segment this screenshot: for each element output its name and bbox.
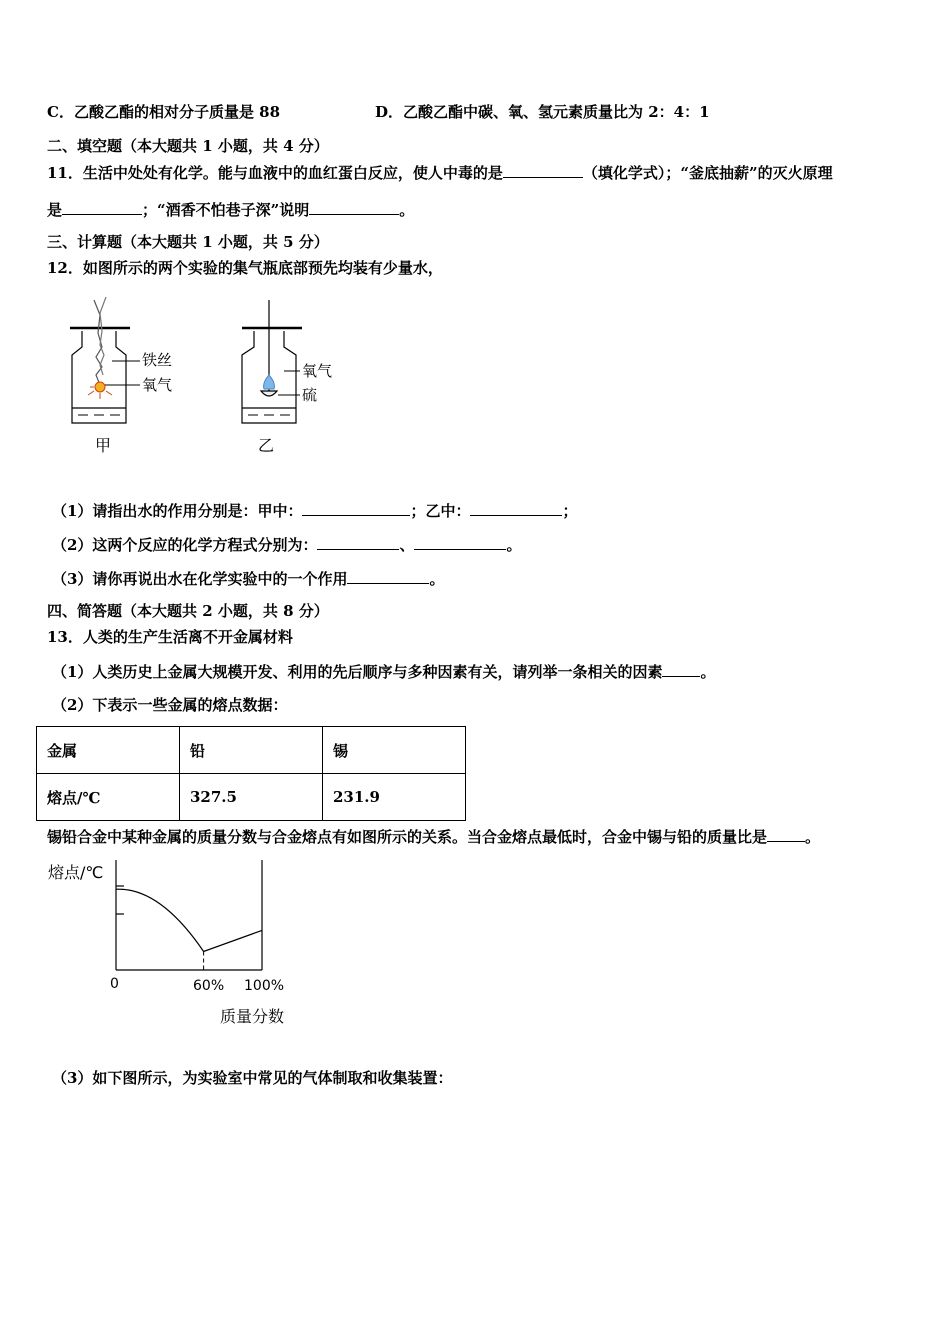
table-row xyxy=(37,727,466,774)
melting-point-table xyxy=(36,726,466,821)
figure-jia-apparatus xyxy=(60,295,200,465)
alloy-blank[interactable] xyxy=(767,826,805,842)
section-3-heading: 三、计算题（本大题共 1 小题，共 5 分） xyxy=(47,233,329,251)
x-tick-label: 0 xyxy=(110,976,119,992)
x-tick-label: 100% xyxy=(244,978,285,994)
table-cell: 熔点/℃ xyxy=(37,774,180,821)
series-line xyxy=(116,889,262,951)
alloy-question xyxy=(47,826,820,847)
q12-part-1 xyxy=(52,500,577,521)
q12-p1-text-b: ；乙中： xyxy=(410,502,471,520)
table-cell: 铅 xyxy=(180,727,323,774)
yi-spoon xyxy=(261,391,277,396)
q12-p2-text-c: 。 xyxy=(506,536,522,554)
q13-p1-text-b: 。 xyxy=(700,663,716,681)
q12-p1-blank-2[interactable] xyxy=(470,500,562,516)
q11-line-1 xyxy=(47,162,833,183)
jia-label-gas: 氧气 xyxy=(142,376,173,394)
q10-option-c: C．乙酸乙酯的相对分子质量是 88 xyxy=(47,103,281,121)
alloy-text-b: 。 xyxy=(805,828,821,846)
q12-p3-blank[interactable] xyxy=(347,568,429,584)
q12-p1-blank-1[interactable] xyxy=(302,500,410,516)
q11-text-d: ；“酒香不怕巷子深”说明 xyxy=(142,201,310,219)
q12-p2-blank-1[interactable] xyxy=(317,534,399,550)
melting-point-chart xyxy=(40,850,320,1035)
q13-p1-text-a: （1）人类历史上金属大规模开发、利用的先后顺序与多种因素有关，请列举一条相关的因素 xyxy=(52,663,663,681)
q10-option-d: D．乙酸乙酯中碳、氧、氢元素质量比为 2：4：1 xyxy=(375,103,710,121)
q12-p2-text-a: （2）这两个反应的化学方程式分别为： xyxy=(52,536,318,554)
q12-p2-text-b: 、 xyxy=(399,536,415,554)
section-2-heading: 二、填空题（本大题共 1 小题，共 4 分） xyxy=(47,137,329,155)
q13-part-1 xyxy=(52,661,715,682)
q11-text-a: 11．生活中处处有化学。能与血液中的血红蛋白反应，使人中毒的是 xyxy=(47,164,503,182)
jia-bottle xyxy=(72,331,126,423)
alloy-text-a: 锡铅合金中某种金属的质量分数与合金熔点有如图所示的关系。当合金熔点最低时，合金中锡与铅的质量比是 xyxy=(47,828,768,846)
q13-p1-blank[interactable] xyxy=(662,661,700,677)
jia-label-wire: 铁丝 xyxy=(142,351,173,369)
q13-part-3: （3）如下图所示，为实验室中常见的气体制取和收集装置： xyxy=(52,1069,453,1087)
q11-text-b: （填化学式）；“釜底抽薪”的灭火原理 xyxy=(582,164,833,182)
q12-p2-blank-2[interactable] xyxy=(414,534,506,550)
q12-p3-text-b: 。 xyxy=(429,570,445,588)
q12-p1-text-c: ； xyxy=(562,502,578,520)
chart-xlabel: 质量分数 xyxy=(220,1007,285,1026)
q11-blank-3[interactable] xyxy=(309,199,399,215)
yi-caption: 乙 xyxy=(258,436,275,455)
q12-part-3 xyxy=(52,568,444,589)
x-tick-label: 60% xyxy=(193,978,225,994)
q11-blank-1[interactable] xyxy=(503,162,583,178)
q11-blank-2[interactable] xyxy=(62,199,142,215)
q11-text-e: 。 xyxy=(399,201,415,219)
table-cell: 锡 xyxy=(323,727,466,774)
q13-stem: 13．人类的生产生活离不开金属材料 xyxy=(47,628,293,646)
table-row xyxy=(37,774,466,821)
chart-ylabel: 熔点/℃ xyxy=(48,863,104,882)
yi-label-gas: 氧气 xyxy=(302,362,333,380)
figure-yi-apparatus xyxy=(232,295,352,465)
jia-caption: 甲 xyxy=(95,436,112,455)
jia-spark xyxy=(95,382,105,392)
table-cell: 231.9 xyxy=(323,774,466,821)
q11-line-2 xyxy=(47,199,414,220)
table-cell: 327.5 xyxy=(180,774,323,821)
q13-part-2: （2）下表示一些金属的熔点数据： xyxy=(52,696,288,714)
yi-blue-flame xyxy=(264,375,275,389)
table-cell: 金属 xyxy=(37,727,180,774)
yi-label-s: 硫 xyxy=(302,386,318,404)
q12-stem: 12．如图所示的两个实验的集气瓶底部预先均装有少量水， xyxy=(47,259,443,277)
q11-text-c: 是 xyxy=(47,201,63,219)
section-4-heading: 四、简答题（本大题共 2 小题，共 8 分） xyxy=(47,602,329,620)
q12-p1-text-a: （1）请指出水的作用分别是：甲中： xyxy=(52,502,303,520)
q12-p3-text-a: （3）请你再说出水在化学实验中的一个作用 xyxy=(52,570,348,588)
q12-part-2 xyxy=(52,534,521,555)
